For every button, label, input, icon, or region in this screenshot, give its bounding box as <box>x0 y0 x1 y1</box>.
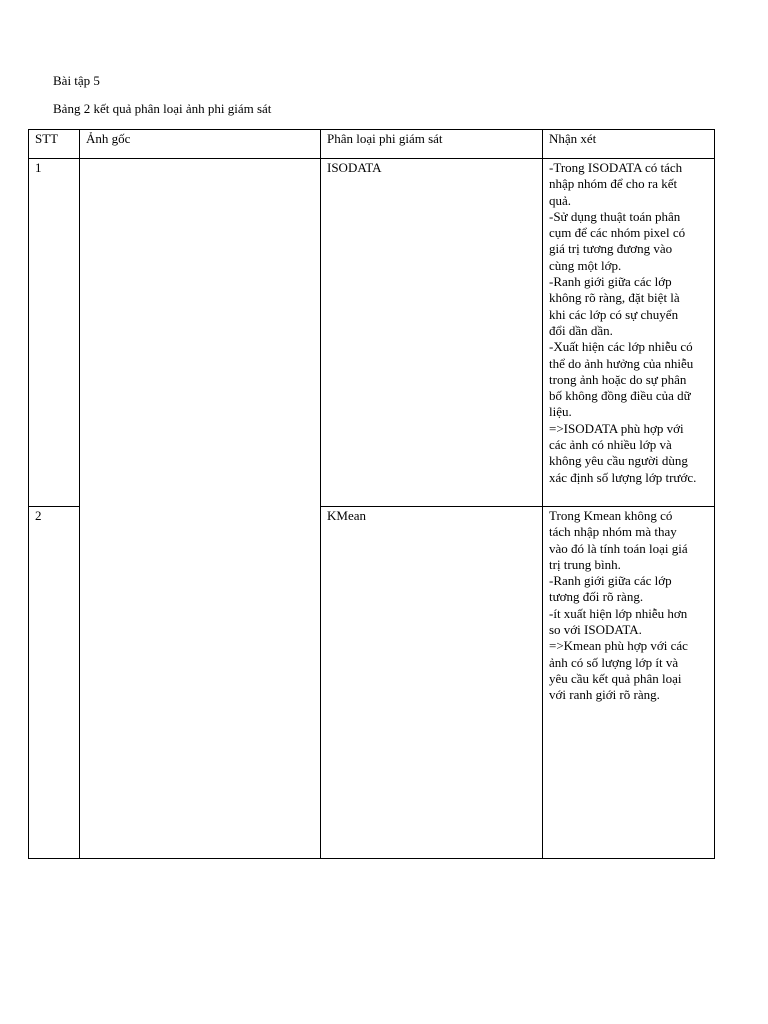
remark-line: xác định số lượng lớp trước. <box>549 469 697 485</box>
remark-line: liệu. <box>549 404 572 420</box>
remark-line: trị trung bình. <box>549 556 621 572</box>
remark-line: bố không đồng điều của dữ <box>549 388 691 404</box>
table-row <box>29 159 715 507</box>
remark-line: =>ISODATA phù hợp với <box>549 420 684 436</box>
remark-line: -Xuất hiện các lớp nhiễu có <box>549 339 693 355</box>
remark-line: với ranh giới rõ ràng. <box>549 687 660 703</box>
table-header-row <box>29 130 715 159</box>
remark-line: -ít xuất hiện lớp nhiễu hơn <box>549 605 688 621</box>
header-remarks: Nhận xét <box>543 130 715 159</box>
remark-line: thể do ảnh hưởng của nhiễu <box>549 355 694 371</box>
row-remarks <box>543 507 715 859</box>
remark-line: cụm để các nhóm pixel có <box>549 225 686 241</box>
remark-line: các ảnh có nhiều lớp và <box>549 437 672 453</box>
row-stt: 2 <box>29 507 80 859</box>
remark-line: giá trị tương đương vào <box>549 241 673 257</box>
remark-line: trong ảnh hoặc do sự phân <box>549 371 687 387</box>
remark-line: khi các lớp có sự chuyển <box>549 306 679 322</box>
results-table <box>28 129 715 859</box>
row-method: KMean <box>321 507 543 859</box>
remark-line: -Sử dụng thuật toán phân <box>549 208 681 224</box>
remark-line: ảnh có số lượng lớp ít và <box>549 654 679 670</box>
row-method: ISODATA <box>321 159 543 507</box>
row-remarks <box>543 159 715 507</box>
remark-line: -Trong ISODATA có tách <box>549 160 683 175</box>
row-stt: 1 <box>29 159 80 507</box>
remark-line: so với ISODATA. <box>549 622 642 638</box>
remark-line: tách nhập nhóm mà thay <box>549 524 677 540</box>
remark-line: yêu cầu kết quả phân loại <box>549 670 682 686</box>
remark-line: không rõ ràng, đặt biệt là <box>549 290 680 306</box>
original-image-cell <box>80 159 321 859</box>
remark-line: =>Kmean phù hợp với các <box>549 638 688 654</box>
exercise-title: Bài tập 5 <box>53 73 100 88</box>
remark-line: -Ranh giới giữa các lớp <box>549 274 672 290</box>
table-caption: Bảng 2 kết quả phân loại ảnh phi giám sát <box>53 101 272 116</box>
remark-line: đổi dần dần. <box>549 322 613 338</box>
remark-line: vào đó là tính toán loại giá <box>549 540 688 556</box>
header-classification: Phân loại phi giám sát <box>321 130 543 159</box>
remark-line: quả. <box>549 192 572 208</box>
remark-line: -Ranh giới giữa các lớp <box>549 573 672 589</box>
remark-line: tương đối rõ ràng. <box>549 589 644 605</box>
remark-line: cùng một lớp. <box>549 257 622 273</box>
remark-line: không yêu cầu người dùng <box>549 453 688 469</box>
header-original-image: Ảnh gốc <box>80 130 321 159</box>
remark-line: Trong Kmean không có <box>549 508 673 523</box>
remark-line: nhập nhóm để cho ra kết <box>549 176 678 192</box>
header-stt: STT <box>29 130 80 159</box>
